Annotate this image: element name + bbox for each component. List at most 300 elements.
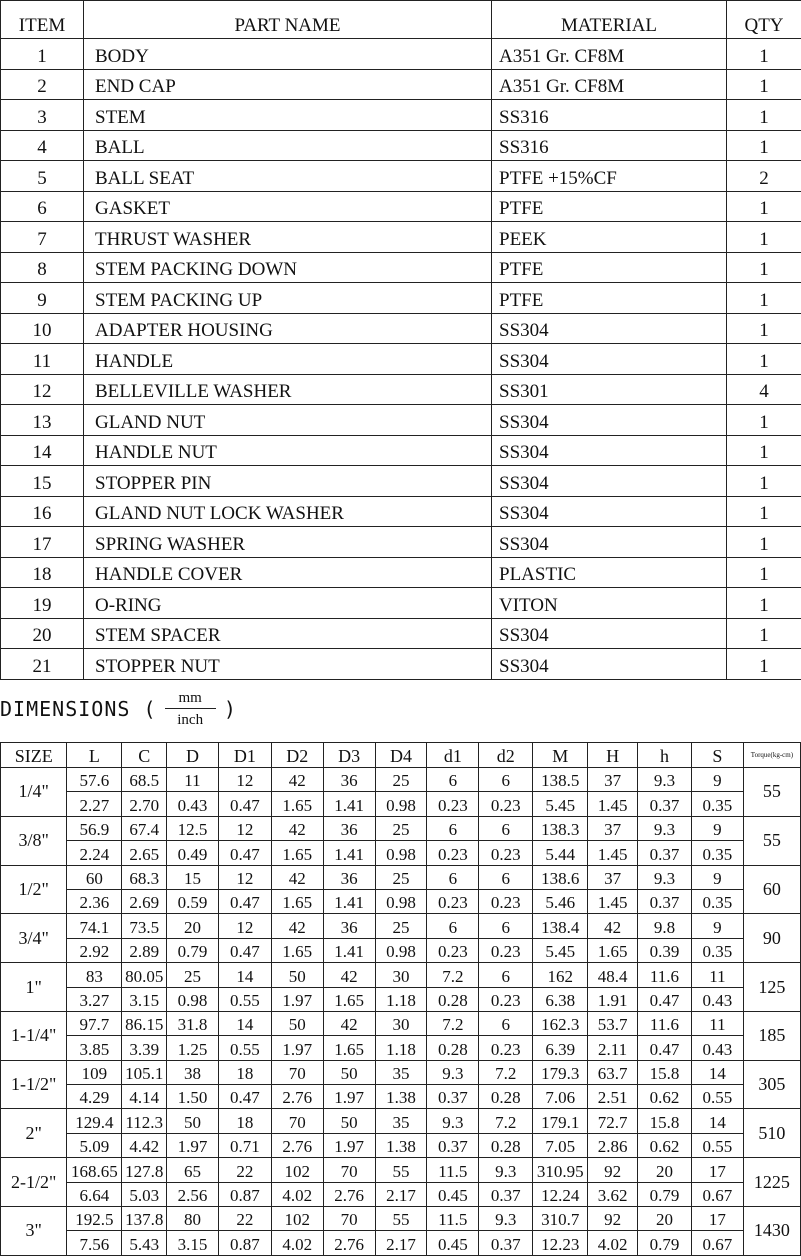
part-name: SPRING WASHER	[84, 527, 492, 558]
quantity: 1	[727, 588, 801, 619]
mm-value-cell: 9.8	[638, 914, 692, 938]
mm-value-cell: 18	[218, 1109, 271, 1133]
inch-value-cell: 6.38	[533, 987, 588, 1011]
item-number: 2	[1, 69, 84, 100]
quantity: 1	[727, 191, 801, 222]
inch-value-cell: 0.45	[427, 1182, 479, 1206]
table-row	[1, 252, 801, 283]
quantity: 2	[727, 161, 801, 192]
inch-value-cell: 12.24	[533, 1182, 588, 1206]
mm-value-cell: 67.4	[122, 816, 167, 840]
size-cell: 3"	[1, 1207, 67, 1256]
table-row	[1, 792, 801, 816]
mm-value-cell: 129.4	[67, 1109, 122, 1133]
mm-value-cell: 109	[67, 1060, 122, 1084]
mm-value-cell: 11.5	[427, 1158, 479, 1182]
inch-value-cell: 2.24	[67, 841, 122, 865]
table-row	[1, 963, 801, 987]
inch-value-cell: 5.44	[533, 841, 588, 865]
inch-value-cell: 0.37	[638, 792, 692, 816]
dim-col-header: M	[533, 743, 588, 768]
mm-value-cell: 18	[218, 1060, 271, 1084]
table-row	[1, 100, 801, 131]
mm-value-cell: 9.3	[427, 1109, 479, 1133]
inch-value-cell: 0.71	[218, 1133, 271, 1157]
mm-value-cell: 6	[479, 914, 533, 938]
inch-value-cell: 0.37	[638, 889, 692, 913]
inch-value-cell: 0.23	[479, 987, 533, 1011]
quantity: 1	[727, 100, 801, 131]
dimensions-title-close: )	[223, 697, 237, 721]
inch-value-cell: 2.11	[588, 1036, 638, 1060]
inch-value-cell: 1.91	[588, 987, 638, 1011]
inch-value-cell: 0.67	[691, 1182, 743, 1206]
inch-value-cell: 2.89	[122, 938, 167, 962]
inch-value-cell: 1.45	[588, 889, 638, 913]
inch-value-cell: 1.41	[323, 841, 375, 865]
item-number: 20	[1, 618, 84, 649]
part-name: GLAND NUT LOCK WASHER	[84, 496, 492, 527]
inch-value-cell: 0.39	[638, 938, 692, 962]
quantity: 1	[727, 39, 801, 70]
table-row	[1, 344, 801, 375]
item-number: 1	[1, 39, 84, 70]
table-row	[1, 69, 801, 100]
inch-value-cell: 0.47	[218, 1085, 271, 1109]
mm-value-cell: 30	[375, 1011, 427, 1035]
mm-value-cell: 179.1	[533, 1109, 588, 1133]
mm-value-cell: 53.7	[588, 1011, 638, 1035]
table-row	[1, 649, 801, 680]
quantity: 1	[727, 69, 801, 100]
inch-value-cell: 0.55	[218, 987, 271, 1011]
unit-inch: inch	[177, 711, 204, 728]
item-number: 21	[1, 649, 84, 680]
mm-value-cell: 7.2	[479, 1109, 533, 1133]
mm-value-cell: 20	[638, 1158, 692, 1182]
mm-value-cell: 15.8	[638, 1109, 692, 1133]
part-name: ADAPTER HOUSING	[84, 313, 492, 344]
inch-value-cell: 3.15	[122, 987, 167, 1011]
col-header-part-name: PART NAME	[84, 1, 492, 39]
quantity: 1	[727, 435, 801, 466]
dimensions-heading	[0, 684, 237, 734]
inch-value-cell: 0.59	[167, 889, 219, 913]
table-row	[1, 865, 801, 889]
mm-value-cell: 42	[323, 1011, 375, 1035]
inch-value-cell: 0.87	[218, 1231, 271, 1255]
material: SS304	[492, 405, 727, 436]
table-row	[1, 1207, 801, 1231]
mm-value-cell: 56.9	[67, 816, 122, 840]
part-name: END CAP	[84, 69, 492, 100]
dim-col-header: h	[638, 743, 692, 768]
inch-value-cell: 2.92	[67, 938, 122, 962]
item-number: 8	[1, 252, 84, 283]
inch-value-cell: 0.79	[638, 1231, 692, 1255]
inch-value-cell: 0.47	[218, 938, 271, 962]
inch-value-cell: 4.14	[122, 1085, 167, 1109]
dim-col-header: d2	[479, 743, 533, 768]
dim-col-header: D4	[375, 743, 427, 768]
inch-value-cell: 0.37	[638, 841, 692, 865]
inch-value-cell: 0.45	[427, 1231, 479, 1255]
mm-value-cell: 25	[375, 865, 427, 889]
inch-value-cell: 5.46	[533, 889, 588, 913]
table-row	[1, 313, 801, 344]
inch-value-cell: 1.45	[588, 841, 638, 865]
inch-value-cell: 2.70	[122, 792, 167, 816]
mm-value-cell: 9.3	[479, 1158, 533, 1182]
inch-value-cell: 0.47	[218, 841, 271, 865]
inch-value-cell: 0.35	[691, 841, 743, 865]
mm-value-cell: 48.4	[588, 963, 638, 987]
table-row	[1, 1060, 801, 1084]
inch-value-cell: 0.55	[218, 1036, 271, 1060]
mm-value-cell: 11	[691, 1011, 743, 1035]
mm-value-cell: 25	[375, 768, 427, 792]
table-row	[1, 191, 801, 222]
inch-value-cell: 0.37	[479, 1182, 533, 1206]
mm-value-cell: 73.5	[122, 914, 167, 938]
dim-col-header: d1	[427, 743, 479, 768]
inch-value-cell: 1.45	[588, 792, 638, 816]
dim-col-header: S	[691, 743, 743, 768]
mm-value-cell: 42	[271, 865, 323, 889]
mm-value-cell: 11.5	[427, 1207, 479, 1231]
material: SS304	[492, 649, 727, 680]
inch-value-cell: 1.97	[323, 1085, 375, 1109]
mm-value-cell: 36	[323, 865, 375, 889]
mm-value-cell: 15	[167, 865, 219, 889]
part-name: HANDLE NUT	[84, 435, 492, 466]
inch-value-cell: 0.43	[167, 792, 219, 816]
mm-value-cell: 14	[691, 1060, 743, 1084]
item-number: 17	[1, 527, 84, 558]
material: SS304	[492, 618, 727, 649]
inch-value-cell: 2.76	[323, 1182, 375, 1206]
inch-value-cell: 6.39	[533, 1036, 588, 1060]
inch-value-cell: 1.97	[271, 1036, 323, 1060]
mm-value-cell: 6	[479, 963, 533, 987]
mm-value-cell: 68.5	[122, 768, 167, 792]
mm-value-cell: 50	[167, 1109, 219, 1133]
table-row	[1, 466, 801, 497]
table-row	[1, 938, 801, 962]
mm-value-cell: 7.2	[479, 1060, 533, 1084]
inch-value-cell: 1.65	[323, 1036, 375, 1060]
mm-value-cell: 80	[167, 1207, 219, 1231]
mm-value-cell: 57.6	[67, 768, 122, 792]
quantity: 1	[727, 466, 801, 497]
table-row	[1, 987, 801, 1011]
mm-value-cell: 68.3	[122, 865, 167, 889]
inch-value-cell: 0.47	[638, 1036, 692, 1060]
mm-value-cell: 36	[323, 914, 375, 938]
inch-value-cell: 1.65	[588, 938, 638, 962]
size-cell: 1/4"	[1, 768, 67, 817]
part-name: THRUST WASHER	[84, 222, 492, 253]
material: SS304	[492, 527, 727, 558]
table-row	[1, 841, 801, 865]
item-number: 13	[1, 405, 84, 436]
mm-value-cell: 50	[271, 1011, 323, 1035]
inch-value-cell: 1.41	[323, 792, 375, 816]
mm-value-cell: 6	[427, 865, 479, 889]
part-name: STOPPER NUT	[84, 649, 492, 680]
material: PLASTIC	[492, 557, 727, 588]
table-row	[1, 435, 801, 466]
torque-cell: 55	[743, 816, 800, 865]
mm-value-cell: 102	[271, 1158, 323, 1182]
mm-value-cell: 138.4	[533, 914, 588, 938]
mm-value-cell: 6	[427, 768, 479, 792]
dim-col-header: SIZE	[1, 743, 67, 768]
inch-value-cell: 0.37	[479, 1231, 533, 1255]
mm-value-cell: 72.7	[588, 1109, 638, 1133]
quantity: 1	[727, 557, 801, 588]
mm-value-cell: 6	[479, 816, 533, 840]
mm-value-cell: 14	[691, 1109, 743, 1133]
mm-value-cell: 6	[427, 914, 479, 938]
quantity: 1	[727, 344, 801, 375]
item-number: 16	[1, 496, 84, 527]
part-name: STEM SPACER	[84, 618, 492, 649]
part-name: HANDLE COVER	[84, 557, 492, 588]
mm-value-cell: 17	[691, 1158, 743, 1182]
part-name: STEM	[84, 100, 492, 131]
unit-mm: mm	[165, 688, 216, 709]
mm-value-cell: 92	[588, 1158, 638, 1182]
mm-value-cell: 9.3	[427, 1060, 479, 1084]
size-cell: 2"	[1, 1109, 67, 1158]
inch-value-cell: 0.23	[427, 841, 479, 865]
torque-cell: 1430	[743, 1207, 800, 1256]
inch-value-cell: 0.79	[167, 938, 219, 962]
inch-value-cell: 0.62	[638, 1085, 692, 1109]
mm-value-cell: 310.7	[533, 1207, 588, 1231]
dim-col-header: D	[167, 743, 219, 768]
quantity: 1	[727, 649, 801, 680]
mm-value-cell: 6	[427, 816, 479, 840]
item-number: 9	[1, 283, 84, 314]
mm-value-cell: 168.65	[67, 1158, 122, 1182]
mm-value-cell: 7.2	[427, 1011, 479, 1035]
inch-value-cell: 12.23	[533, 1231, 588, 1255]
part-name: GLAND NUT	[84, 405, 492, 436]
item-number: 4	[1, 130, 84, 161]
mm-value-cell: 162	[533, 963, 588, 987]
inch-value-cell: 0.49	[167, 841, 219, 865]
inch-value-cell: 2.36	[67, 889, 122, 913]
quantity: 1	[727, 313, 801, 344]
mm-value-cell: 11	[691, 963, 743, 987]
part-name: GASKET	[84, 191, 492, 222]
col-header-material: MATERIAL	[492, 1, 727, 39]
mm-value-cell: 102	[271, 1207, 323, 1231]
mm-value-cell: 20	[167, 914, 219, 938]
inch-value-cell: 0.28	[427, 987, 479, 1011]
mm-value-cell: 11	[167, 768, 219, 792]
mm-value-cell: 92	[588, 1207, 638, 1231]
inch-value-cell: 0.23	[479, 938, 533, 962]
mm-value-cell: 7.2	[427, 963, 479, 987]
mm-value-cell: 192.5	[67, 1207, 122, 1231]
inch-value-cell: 7.56	[67, 1231, 122, 1255]
mm-value-cell: 112.3	[122, 1109, 167, 1133]
mm-value-cell: 70	[323, 1158, 375, 1182]
mm-value-cell: 12	[218, 816, 271, 840]
mm-value-cell: 35	[375, 1060, 427, 1084]
item-number: 12	[1, 374, 84, 405]
torque-cell: 125	[743, 963, 800, 1012]
inch-value-cell: 7.06	[533, 1085, 588, 1109]
size-cell: 3/4"	[1, 914, 67, 963]
inch-value-cell: 0.35	[691, 792, 743, 816]
mm-value-cell: 70	[323, 1207, 375, 1231]
part-name: BODY	[84, 39, 492, 70]
mm-value-cell: 9.3	[638, 816, 692, 840]
mm-value-cell: 138.5	[533, 768, 588, 792]
mm-value-cell: 74.1	[67, 914, 122, 938]
mm-value-cell: 9.3	[479, 1207, 533, 1231]
mm-value-cell: 83	[67, 963, 122, 987]
inch-value-cell: 2.76	[271, 1085, 323, 1109]
mm-value-cell: 42	[271, 914, 323, 938]
dimensions-header-row	[1, 743, 801, 768]
material: PTFE	[492, 191, 727, 222]
inch-value-cell: 0.23	[427, 792, 479, 816]
inch-value-cell: 2.65	[122, 841, 167, 865]
part-name: STEM PACKING UP	[84, 283, 492, 314]
inch-value-cell: 1.38	[375, 1085, 427, 1109]
table-row	[1, 405, 801, 436]
inch-value-cell: 0.23	[479, 1036, 533, 1060]
inch-value-cell: 0.23	[479, 841, 533, 865]
inch-value-cell: 2.76	[271, 1133, 323, 1157]
quantity: 1	[727, 222, 801, 253]
mm-value-cell: 15.8	[638, 1060, 692, 1084]
mm-value-cell: 9	[691, 816, 743, 840]
mm-value-cell: 310.95	[533, 1158, 588, 1182]
mm-value-cell: 6	[479, 1011, 533, 1035]
inch-value-cell: 0.47	[218, 889, 271, 913]
mm-value-cell: 37	[588, 816, 638, 840]
inch-value-cell: 5.09	[67, 1133, 122, 1157]
table-row	[1, 1036, 801, 1060]
item-number: 14	[1, 435, 84, 466]
mm-value-cell: 12	[218, 914, 271, 938]
mm-value-cell: 138.3	[533, 816, 588, 840]
material: SS316	[492, 130, 727, 161]
inch-value-cell: 0.47	[218, 792, 271, 816]
dim-col-header: C	[122, 743, 167, 768]
mm-value-cell: 14	[218, 963, 271, 987]
quantity: 1	[727, 130, 801, 161]
mm-value-cell: 60	[67, 865, 122, 889]
size-cell: 1-1/2"	[1, 1060, 67, 1109]
inch-value-cell: 0.37	[427, 1085, 479, 1109]
inch-value-cell: 1.65	[271, 792, 323, 816]
inch-value-cell: 0.28	[479, 1133, 533, 1157]
mm-value-cell: 20	[638, 1207, 692, 1231]
table-row	[1, 161, 801, 192]
inch-value-cell: 2.56	[167, 1182, 219, 1206]
inch-value-cell: 5.03	[122, 1182, 167, 1206]
quantity: 1	[727, 283, 801, 314]
inch-value-cell: 2.27	[67, 792, 122, 816]
item-number: 18	[1, 557, 84, 588]
mm-value-cell: 55	[375, 1158, 427, 1182]
inch-value-cell: 0.55	[691, 1133, 743, 1157]
part-name: BALL	[84, 130, 492, 161]
inch-value-cell: 5.45	[533, 938, 588, 962]
material: A351 Gr. CF8M	[492, 69, 727, 100]
mm-value-cell: 50	[271, 963, 323, 987]
inch-value-cell: 7.05	[533, 1133, 588, 1157]
mm-value-cell: 70	[271, 1060, 323, 1084]
material: SS304	[492, 466, 727, 497]
table-row	[1, 914, 801, 938]
inch-value-cell: 3.39	[122, 1036, 167, 1060]
inch-value-cell: 2.86	[588, 1133, 638, 1157]
inch-value-cell: 4.02	[271, 1182, 323, 1206]
mm-value-cell: 127.8	[122, 1158, 167, 1182]
inch-value-cell: 0.87	[218, 1182, 271, 1206]
mm-value-cell: 137.8	[122, 1207, 167, 1231]
inch-value-cell: 0.79	[638, 1182, 692, 1206]
part-name: STOPPER PIN	[84, 466, 492, 497]
inch-value-cell: 0.37	[427, 1133, 479, 1157]
mm-value-cell: 17	[691, 1207, 743, 1231]
mm-value-cell: 9	[691, 865, 743, 889]
inch-value-cell: 0.62	[638, 1133, 692, 1157]
mm-value-cell: 30	[375, 963, 427, 987]
table-row	[1, 816, 801, 840]
mm-value-cell: 42	[271, 816, 323, 840]
quantity: 1	[727, 496, 801, 527]
table-row	[1, 1085, 801, 1109]
inch-value-cell: 0.23	[427, 889, 479, 913]
table-row	[1, 1011, 801, 1035]
inch-value-cell: 6.64	[67, 1182, 122, 1206]
torque-cell: 1225	[743, 1158, 800, 1207]
material: SS304	[492, 496, 727, 527]
inch-value-cell: 0.23	[479, 792, 533, 816]
mm-value-cell: 9	[691, 768, 743, 792]
table-row	[1, 1182, 801, 1206]
inch-value-cell: 1.18	[375, 987, 427, 1011]
mm-value-cell: 9.3	[638, 865, 692, 889]
table-row	[1, 768, 801, 792]
mm-value-cell: 179.3	[533, 1060, 588, 1084]
inch-value-cell: 4.42	[122, 1133, 167, 1157]
item-number: 3	[1, 100, 84, 131]
mm-value-cell: 97.7	[67, 1011, 122, 1035]
mm-value-cell: 65	[167, 1158, 219, 1182]
torque-cell: 90	[743, 914, 800, 963]
mm-value-cell: 63.7	[588, 1060, 638, 1084]
table-row	[1, 1109, 801, 1133]
inch-value-cell: 4.02	[588, 1231, 638, 1255]
inch-value-cell: 1.65	[271, 889, 323, 913]
mm-value-cell: 11.6	[638, 963, 692, 987]
item-number: 19	[1, 588, 84, 619]
inch-value-cell: 1.41	[323, 889, 375, 913]
mm-value-cell: 55	[375, 1207, 427, 1231]
torque-cell: 305	[743, 1060, 800, 1109]
table-row	[1, 557, 801, 588]
